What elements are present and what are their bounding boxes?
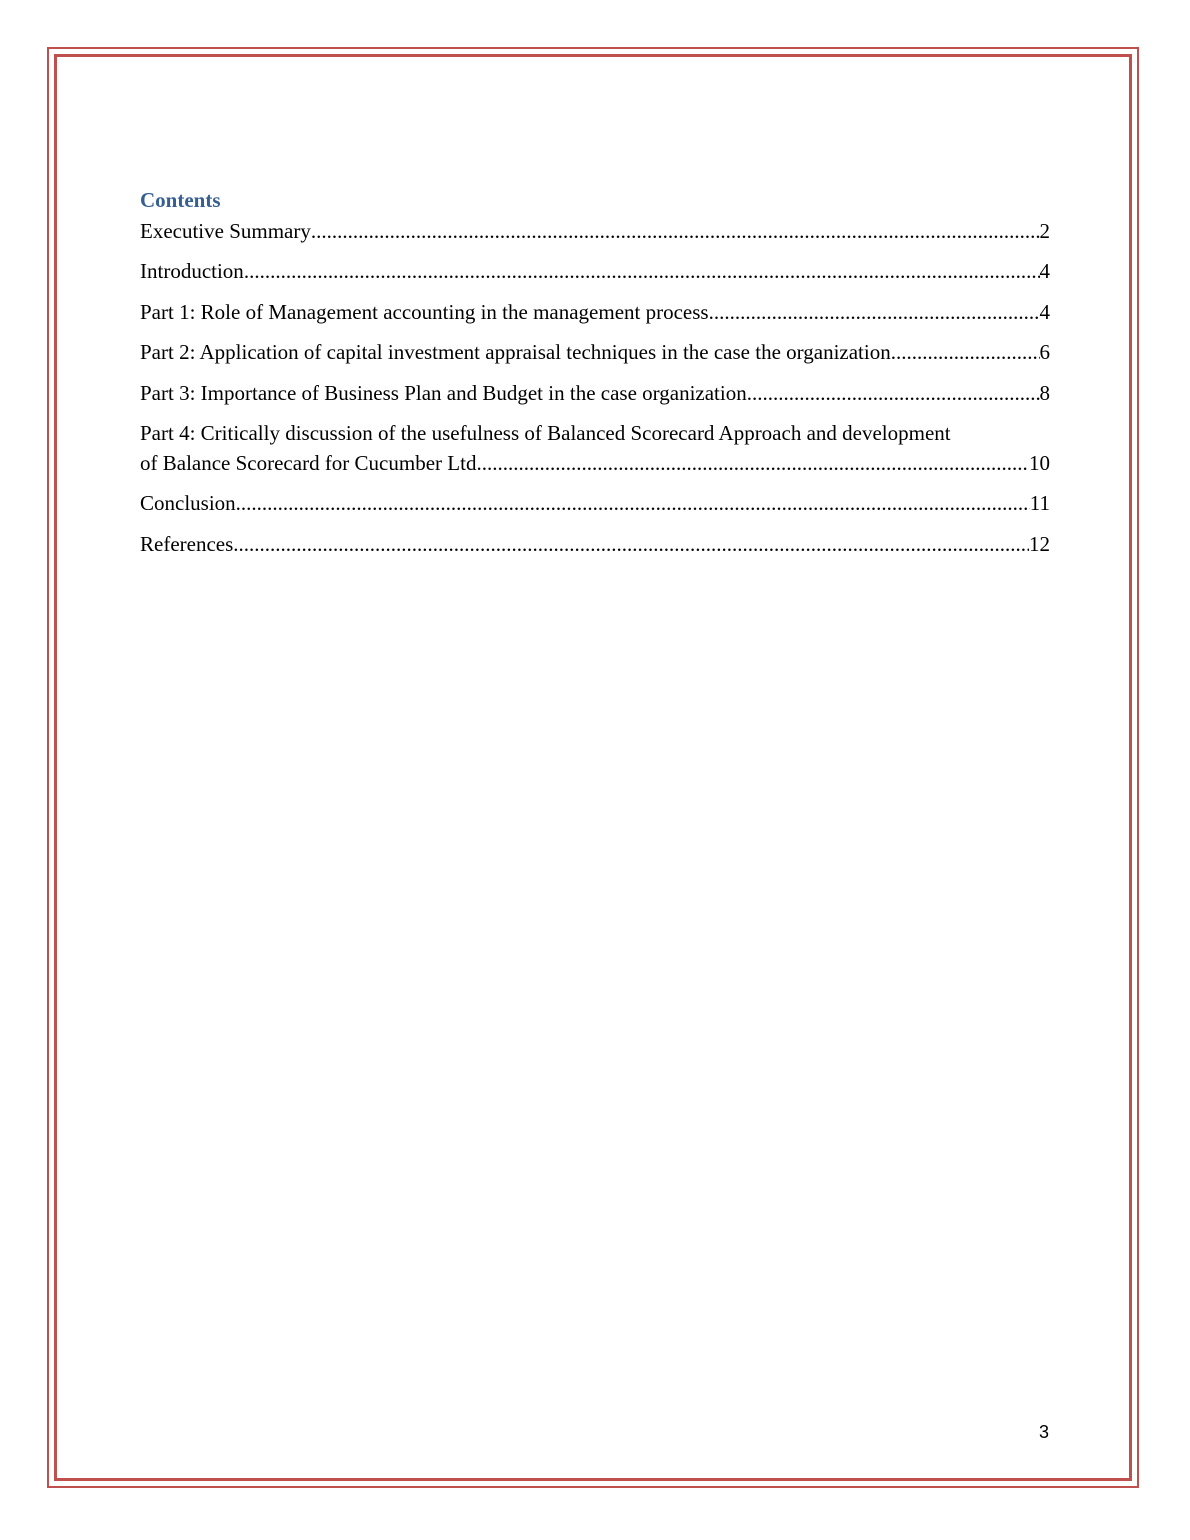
toc-entry-conclusion[interactable]: [140, 488, 1050, 518]
toc-entry-page: 4: [1039, 299, 1050, 324]
toc-entry-text: Part 1: Role of Management accounting in the management process: [140, 299, 709, 324]
toc-entry-text: Part 2: Application of capital investment appraisal techniques in the case the organization: [140, 340, 891, 365]
toc-entry-part-4[interactable]: [140, 418, 1050, 478]
toc-title: Contents: [140, 188, 221, 212]
toc-dot-leader: [891, 337, 1040, 367]
toc-dot-leader: [233, 529, 1029, 559]
toc-entry-page: 2: [1039, 219, 1050, 243]
toc-entry-text: Introduction: [140, 259, 244, 284]
toc-entry-page: 12: [1029, 531, 1050, 556]
toc-entry-part-2[interactable]: [140, 337, 1050, 367]
toc-entry-text-line2: of Balance Scorecard for Cucumber Ltd: [140, 450, 477, 475]
toc-dot-leader: [709, 297, 1040, 327]
toc-entry-line2: [140, 448, 1050, 478]
toc-entry-part-3[interactable]: [140, 378, 1050, 408]
toc-entry-page: 11: [1029, 491, 1050, 516]
toc-entry-page: 4: [1039, 259, 1050, 284]
table-of-contents: [140, 186, 1050, 569]
toc-entry-text: Executive Summary: [140, 219, 311, 243]
toc-entry-text: References: [140, 531, 234, 556]
toc-entry-text-line1: Part 4: Critically discussion of the usefulness of Balanced Scorecard Approach and development: [140, 420, 951, 445]
toc-dot-leader: [244, 256, 1040, 286]
toc-entry-page: 6: [1039, 340, 1050, 365]
toc-entry-introduction[interactable]: [140, 256, 1050, 286]
toc-dot-leader: [747, 378, 1040, 408]
toc-entry-page: 10: [1029, 450, 1050, 475]
toc-entry-references[interactable]: [140, 529, 1050, 559]
toc-dot-leader: [311, 216, 1040, 246]
toc-entry-text: Part 3: Importance of Business Plan and Budget in the case organization: [140, 380, 747, 405]
toc-entry-page: 8: [1039, 380, 1050, 405]
toc-entry-text: Conclusion: [140, 491, 236, 516]
page-number: 3: [1038, 1422, 1049, 1442]
toc-dot-leader: [476, 448, 1029, 478]
toc-entry-executive-summary[interactable]: [140, 216, 1050, 246]
toc-dot-leader: [236, 488, 1030, 518]
toc-entry-part-1[interactable]: [140, 297, 1050, 327]
